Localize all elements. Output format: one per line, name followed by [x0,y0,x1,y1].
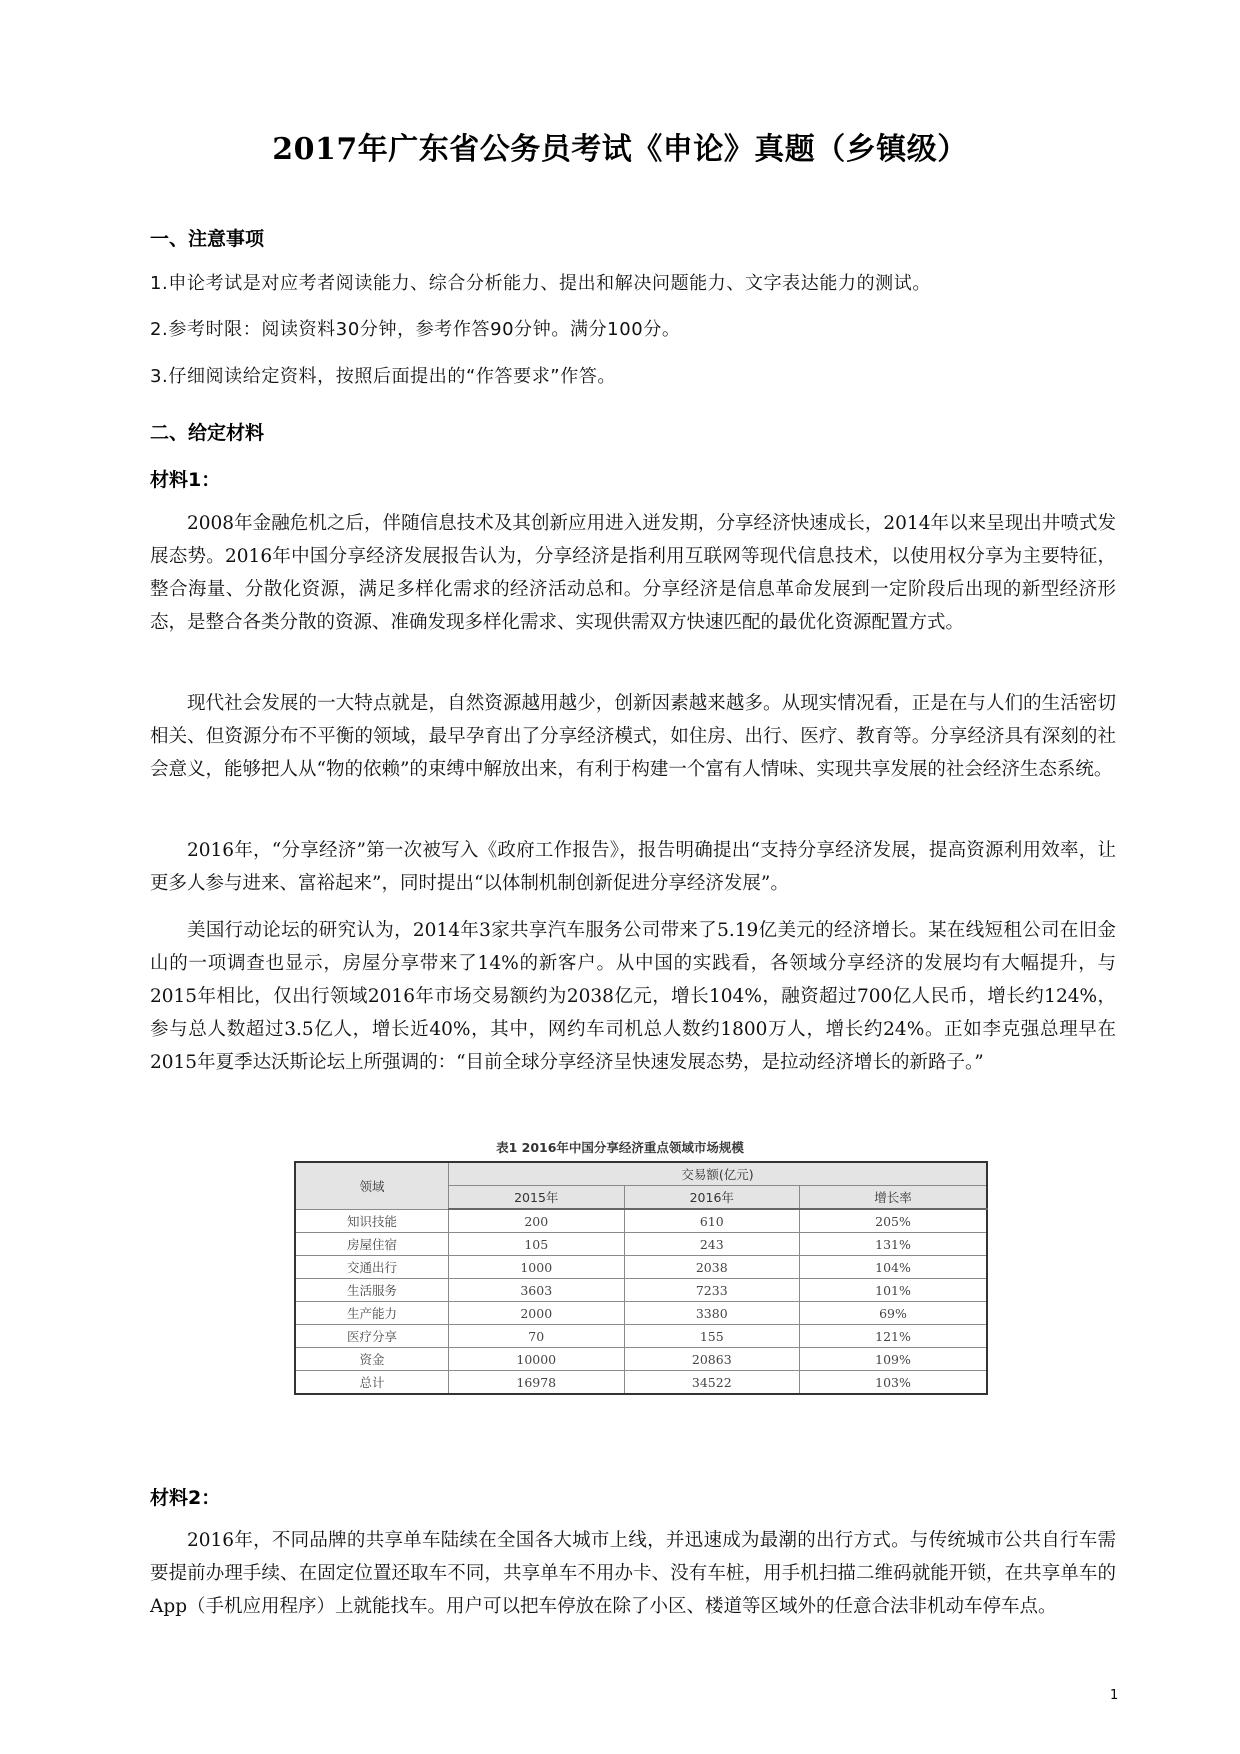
cell-2015: 200 [449,1209,625,1233]
section-heading-materials: 二、给定材料 [150,422,265,444]
table-header-group: 交易额(亿元) [449,1162,988,1186]
table-header-2015: 2015年 [449,1186,625,1210]
cell-2016: 155 [624,1325,800,1348]
cell-2016: 3380 [624,1302,800,1325]
cell-2016: 7233 [624,1279,800,1302]
cell-2015: 70 [449,1325,625,1348]
page-number: 1 [1110,1688,1119,1703]
cell-2015: 10000 [449,1348,625,1371]
cell-2016: 34522 [624,1371,800,1395]
cell-domain: 资金 [295,1348,449,1371]
table-header-growth: 增长率 [800,1186,987,1210]
cell-domain: 交通出行 [295,1256,449,1279]
cell-growth: 104% [800,1256,987,1279]
cell-growth: 205% [800,1209,987,1233]
cell-2015: 16978 [449,1371,625,1395]
cell-growth: 131% [800,1233,987,1256]
table-header-2016: 2016年 [624,1186,800,1210]
material-1-paragraph: 2008年金融危机之后，伴随信息技术及其创新应用进入迸发期，分享经济快速成长，2014年以来呈现出井喷式发展态势。2016年中国分享经济发展报告认为，分享经济是指利用互联网等现代信息技术，以使用权分享为主要特征，整合海量、分散化资源，满足多样化需求的经济活动总和。分享经济是信息革命发展到一定阶段后出现的新型经济形态，是整合各类分散的资源、准确发现多样化需求、实现供需双方快速匹配的最优化资源配置方式。 [150,513,1116,633]
cell-growth: 69% [800,1302,987,1325]
table-row [295,1279,987,1302]
table-row [295,1209,987,1233]
table-row [295,1256,987,1279]
note-item-3: 3.仔细阅读给定资料，按照后面提出的“作答要求”作答。 [150,366,617,387]
section-heading-notes: 一、注意事项 [150,228,265,250]
table-row [295,1325,987,1348]
cell-2015: 1000 [449,1256,625,1279]
cell-2016: 610 [624,1209,800,1233]
material-1-paragraph: 2016年，“分享经济”第一次被写入《政府工作报告》，报告明确提出“支持分享经济发展，提高资源利用效率，让更多人参与进来、富裕起来”，同时提出“以体制机制创新促进分享经济发展”。 [150,840,1116,894]
note-item-2: 2.参考时限：阅读资料30分钟，参考作答90分钟。满分100分。 [150,319,681,340]
cell-2015: 2000 [449,1302,625,1325]
cell-2015: 105 [449,1233,625,1256]
table-row-total [295,1371,987,1395]
table-row [295,1233,987,1256]
note-item-1: 1.申论考试是对应考者阅读能力、综合分析能力、提出和解决问题能力、文字表达能力的测试。 [150,273,931,294]
cell-domain: 知识技能 [295,1209,449,1233]
material-2-label: 材料2： [150,1487,221,1509]
cell-domain: 生产能力 [295,1302,449,1325]
material-1-paragraph: 现代社会发展的一大特点就是，自然资源越用越少，创新因素越来越多。从现实情况看，正是在与人们的生活密切相关、但资源分布不平衡的领域，最早孕育出了分享经济模式，如住房、出行、医疗、教育等。分享经济具有深刻的社会意义，能够把人从“物的依赖”的束缚中解放出来，有利于构建一个富有人情味、实现共享发展的社会经济生态系统。 [150,693,1116,780]
cell-growth: 103% [800,1371,987,1395]
cell-growth: 101% [800,1279,987,1302]
market-size-table [294,1161,988,1395]
table-row [295,1302,987,1325]
table-header-domain: 领域 [295,1162,449,1209]
cell-domain: 医疗分享 [295,1325,449,1348]
table-caption: 表1 2016年中国分享经济重点领域市场规模 [496,1140,744,1155]
table-row [295,1348,987,1371]
cell-growth: 121% [800,1325,987,1348]
material-1-paragraph: 美国行动论坛的研究认为，2014年3家共享汽车服务公司带来了5.19亿美元的经济增长。某在线短租公司在旧金山的一项调查也显示，房屋分享带来了14%的新客户。从中国的实践看，各领域分享经济的发展均有大幅提升，与2015年相比，仅出行领域2016年市场交易额约为2038亿元，增长104%，融资超过700亿人民币，增长约124%，参与总人数超过3.5亿人，增长近40%，其中，网约车司机总人数约1800万人，增长约24%。正如李克强总理早在2015年夏季达沃斯论坛上所强调的：“目前全球分享经济呈快速发展态势，是拉动经济增长的新路子。” [150,920,1116,1073]
material-2-paragraph: 2016年，不同品牌的共享单车陆续在全国各大城市上线，并迅速成为最潮的出行方式。与传统城市公共自行车需要提前办理手续、在固定位置还取车不同，共享单车不用办卡、没有车桩，用手机扫描二维码就能开锁，在共享单车的App（手机应用程序）上就能找车。用户可以把车停放在除了小区、楼道等区域外的任意合法非机动车停车点。 [150,1530,1116,1617]
document-title: 2017年广东省公务员考试《申论》真题（乡镇级） [272,132,968,167]
cell-2016: 20863 [624,1348,800,1371]
cell-domain: 总计 [295,1371,449,1395]
cell-2016: 2038 [624,1256,800,1279]
material-1-label: 材料1： [150,469,221,491]
cell-domain: 生活服务 [295,1279,449,1302]
cell-2016: 243 [624,1233,800,1256]
cell-growth: 109% [800,1348,987,1371]
cell-domain: 房屋住宿 [295,1233,449,1256]
cell-2015: 3603 [449,1279,625,1302]
